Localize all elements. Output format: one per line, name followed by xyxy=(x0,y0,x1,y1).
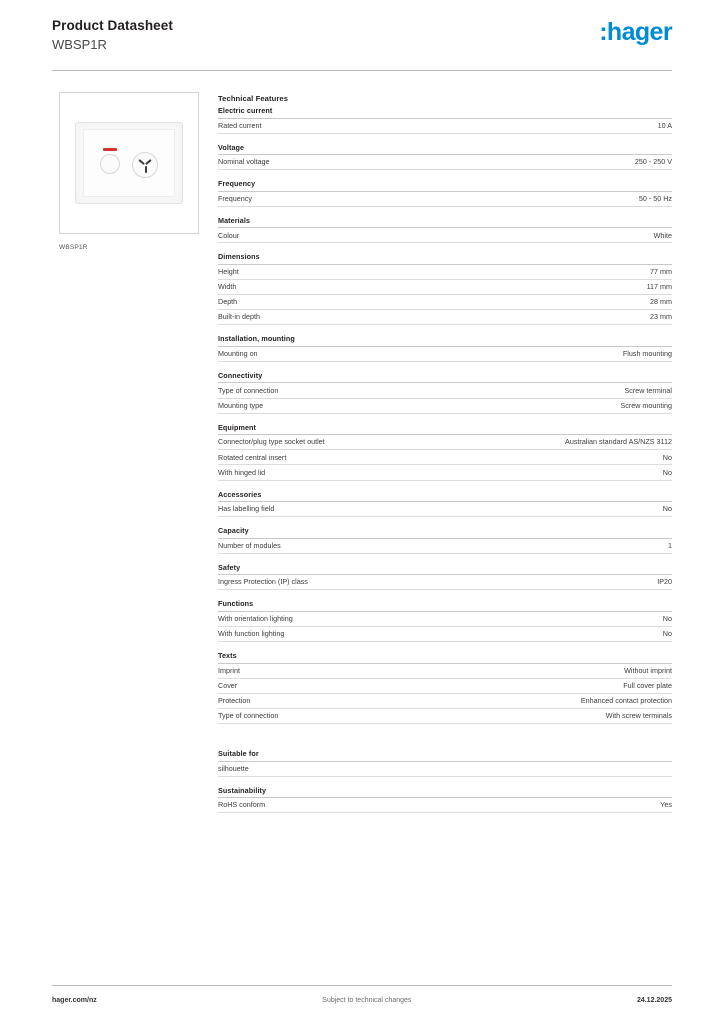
product-image-caption: WBSP1R xyxy=(59,244,88,251)
section-title: Equipment xyxy=(218,423,672,436)
spec-value: No xyxy=(662,467,672,477)
outlet-socket-icon xyxy=(132,152,158,178)
section-title: Accessories xyxy=(218,490,672,503)
spec-row xyxy=(218,310,672,325)
spec-label: RoHS conform xyxy=(218,800,266,810)
spec-value: 250 - 250 V xyxy=(634,157,672,167)
spec-section xyxy=(218,786,672,814)
spec-section xyxy=(218,179,672,207)
section-title: Electric current xyxy=(218,106,672,119)
switch-icon xyxy=(100,154,120,174)
spec-row xyxy=(218,280,672,295)
spec-label: Depth xyxy=(218,297,238,307)
spec-section xyxy=(218,371,672,414)
spec-value: IP20 xyxy=(657,577,672,587)
footer-divider xyxy=(52,985,672,986)
spec-label: Has labelling field xyxy=(218,504,275,514)
spec-row xyxy=(218,709,672,724)
socket-faceplate xyxy=(83,129,175,197)
spec-value: No xyxy=(662,629,672,639)
switch-indicator-icon xyxy=(103,148,117,151)
section-title: Materials xyxy=(218,216,672,229)
spec-row xyxy=(218,192,672,207)
spec-row xyxy=(218,295,672,310)
spec-label: Imprint xyxy=(218,665,240,675)
spec-label: Type of connection xyxy=(218,385,279,395)
spec-section xyxy=(218,423,672,481)
spec-value: No xyxy=(662,452,672,462)
section-title: Functions xyxy=(218,599,672,612)
spec-section xyxy=(218,106,672,134)
socket-outlet-icon xyxy=(75,122,183,204)
spec-row xyxy=(218,155,672,170)
product-reference: WBSP1R xyxy=(52,36,107,52)
footer-disclaimer: Subject to technical changes xyxy=(322,997,412,1004)
spec-value: 77 mm xyxy=(650,267,672,277)
section-title: Texts xyxy=(218,651,672,664)
pin-earth-icon xyxy=(145,166,147,173)
spec-section xyxy=(218,563,672,591)
spec-value: Australian standard AS/NZS 3112 xyxy=(565,437,672,447)
spec-row xyxy=(218,798,672,813)
technical-features-table xyxy=(218,94,672,822)
spec-value: 50 - 50 Hz xyxy=(638,193,672,203)
spec-value: Without imprint xyxy=(624,665,672,675)
spec-row xyxy=(218,502,672,517)
spec-section xyxy=(218,749,672,777)
spec-section xyxy=(218,599,672,642)
spec-section xyxy=(218,216,672,244)
spec-row xyxy=(218,383,672,398)
section-title: Capacity xyxy=(218,526,672,539)
spec-label: With function lighting xyxy=(218,629,285,639)
spec-label: Cover xyxy=(218,680,238,690)
section-title: Installation, mounting xyxy=(218,334,672,347)
spec-label: Colour xyxy=(218,230,240,240)
page-header xyxy=(52,18,672,53)
spec-label: Built-in depth xyxy=(218,312,260,322)
spec-value: No xyxy=(662,614,672,624)
spec-label: Height xyxy=(218,267,239,277)
spec-row xyxy=(218,228,672,243)
spec-row xyxy=(218,627,672,642)
product-image xyxy=(59,92,199,234)
section-spacer xyxy=(218,733,672,749)
section-title: Connectivity xyxy=(218,371,672,384)
spec-row xyxy=(218,119,672,134)
spec-value: 23 mm xyxy=(650,312,672,322)
footer-website-link[interactable]: hager.com/nz xyxy=(52,997,97,1004)
footer-date: 24.12.2025 xyxy=(636,997,672,1004)
spec-row xyxy=(218,265,672,280)
section-title: Dimensions xyxy=(218,252,672,265)
pin-left-icon xyxy=(138,159,145,165)
spec-row xyxy=(218,612,672,627)
section-title: Suitable for xyxy=(218,749,672,762)
header-titles xyxy=(52,18,173,53)
spec-section xyxy=(218,651,672,724)
spec-label: Mounting on xyxy=(218,349,258,359)
spec-row xyxy=(218,762,672,777)
spec-value: Full cover plate xyxy=(623,680,672,690)
spec-section xyxy=(218,334,672,362)
section-title: Safety xyxy=(218,563,672,576)
section-title: Sustainability xyxy=(218,786,672,799)
spec-value: No xyxy=(662,504,672,514)
spec-label: silhouette xyxy=(218,763,249,773)
spec-value: White xyxy=(653,230,672,240)
spec-label: Rated current xyxy=(218,120,262,130)
page-title: Product Datasheet xyxy=(52,18,173,33)
section-title: Frequency xyxy=(218,179,672,192)
spec-value: Screw mounting xyxy=(620,400,672,410)
spec-label: Nominal voltage xyxy=(218,157,270,167)
spec-value: 117 mm xyxy=(646,282,672,292)
spec-label: Ingress Protection (IP) class xyxy=(218,577,308,587)
spec-row xyxy=(218,664,672,679)
hager-logo: :hager xyxy=(599,18,672,46)
spec-label: Frequency xyxy=(218,193,252,203)
spec-value: Screw terminal xyxy=(624,385,672,395)
spec-row xyxy=(218,465,672,480)
pin-right-icon xyxy=(145,159,152,165)
spec-label: Width xyxy=(218,282,237,292)
spec-value: Enhanced contact protection xyxy=(580,695,672,705)
spec-value: Yes xyxy=(660,800,672,810)
spec-label: Connector/plug type socket outlet xyxy=(218,437,325,447)
spec-section xyxy=(218,252,672,325)
spec-row xyxy=(218,450,672,465)
spec-row xyxy=(218,399,672,414)
spec-row xyxy=(218,435,672,450)
spec-value: 28 mm xyxy=(650,297,672,307)
spec-value: 1 xyxy=(668,540,672,550)
spec-label: With orientation lighting xyxy=(218,614,293,624)
spec-value: With screw terminals xyxy=(605,711,672,721)
page-footer xyxy=(52,997,672,1004)
spec-row xyxy=(218,539,672,554)
header-divider xyxy=(52,70,672,71)
spec-label: Mounting type xyxy=(218,400,264,410)
spec-label: Rotated central insert xyxy=(218,452,287,462)
spec-row xyxy=(218,575,672,590)
spec-label: Number of modules xyxy=(218,540,281,550)
spec-value: Flush mounting xyxy=(622,349,672,359)
spec-section xyxy=(218,490,672,518)
spec-section xyxy=(218,143,672,171)
technical-features-heading: Technical Features xyxy=(218,94,289,103)
spec-section xyxy=(218,526,672,554)
spec-row xyxy=(218,694,672,709)
spec-value: 10 A xyxy=(657,120,672,130)
spec-label: Protection xyxy=(218,695,251,705)
spec-row xyxy=(218,347,672,362)
spec-label: Type of connection xyxy=(218,711,279,721)
spec-row xyxy=(218,679,672,694)
spec-label: With hinged lid xyxy=(218,467,266,477)
section-title: Voltage xyxy=(218,143,672,156)
